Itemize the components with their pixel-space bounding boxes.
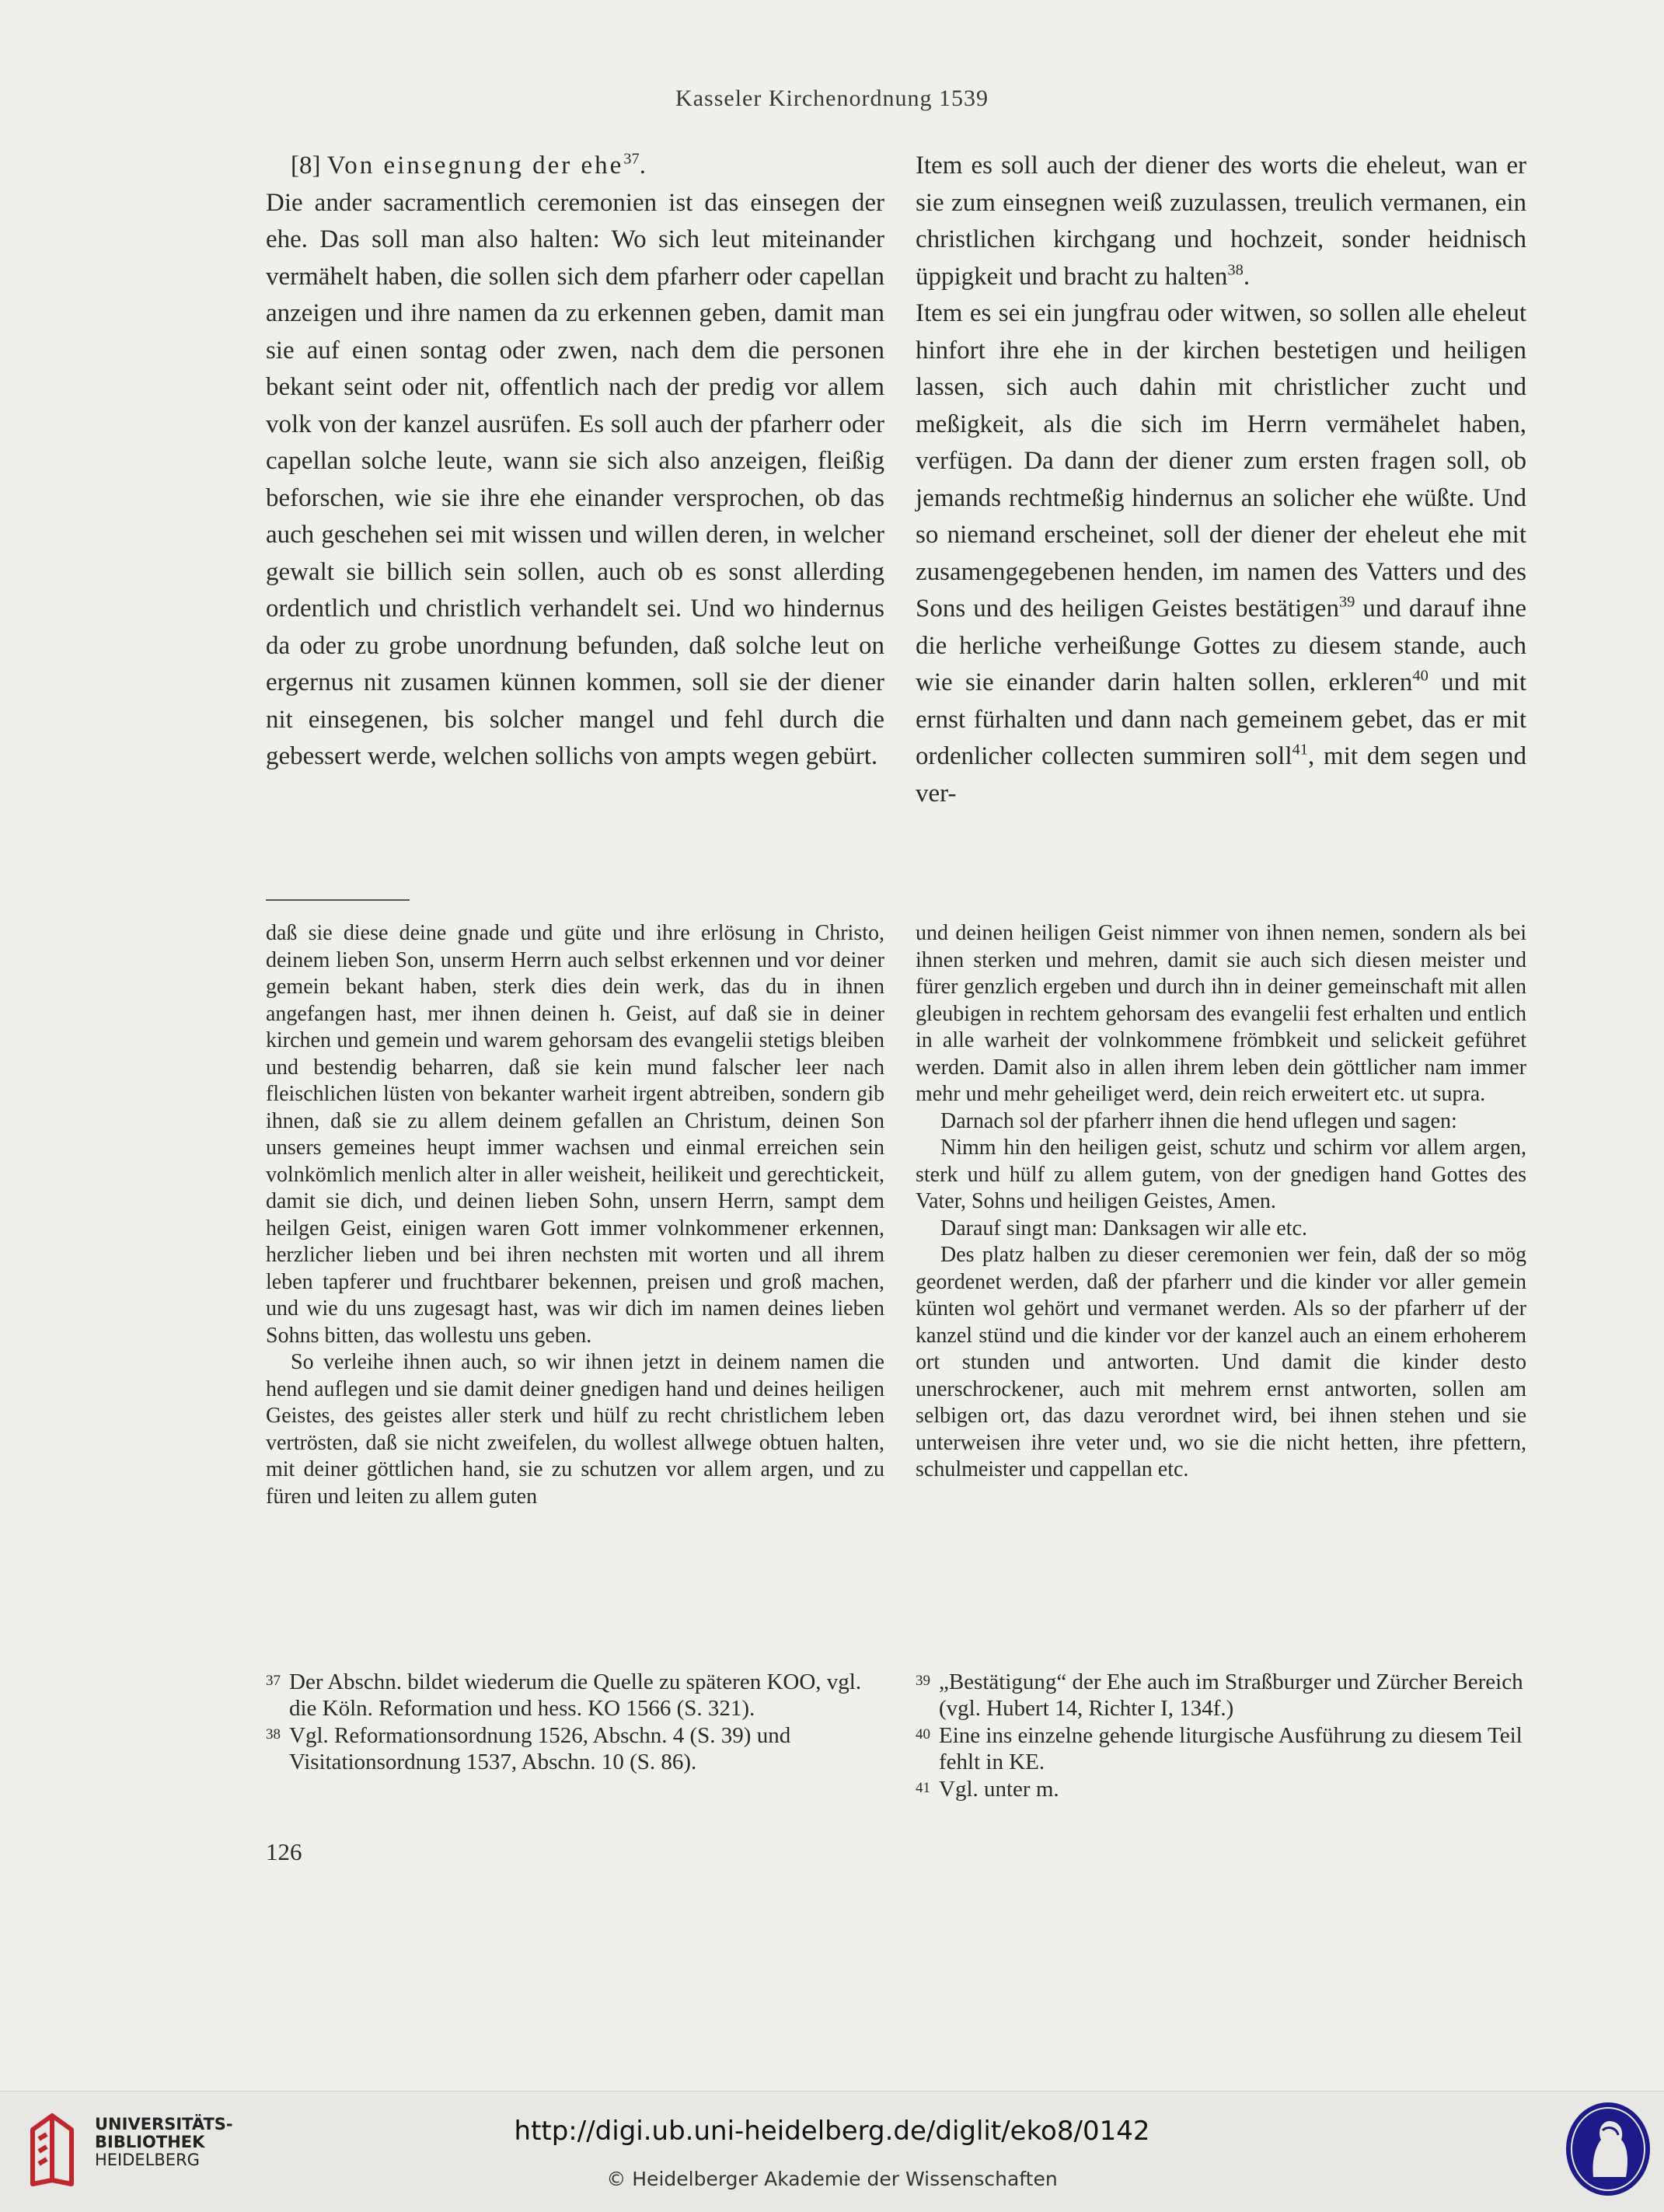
running-header: Kasseler Kirchenordnung 1539 bbox=[675, 85, 989, 111]
footnote-ref: 39 bbox=[1338, 593, 1355, 611]
section-number: [8] bbox=[291, 152, 327, 180]
heading-period: . bbox=[639, 152, 646, 180]
footnote-text: Vgl. unter m. bbox=[939, 1777, 1059, 1802]
paragraph-text: , mit dem segen und ver- bbox=[916, 742, 1526, 808]
section-heading bbox=[266, 148, 884, 185]
main-text-right-column bbox=[916, 148, 1526, 812]
footnotes-right bbox=[916, 1669, 1526, 1805]
footnote-ref: 40 bbox=[1412, 667, 1429, 685]
library-name-line: BIBLIOTHEK bbox=[95, 2133, 205, 2151]
note-paragraph: Darnach sol der pfarherr ihnen die hend uflegen und sagen: bbox=[940, 1108, 1457, 1133]
notes-left-column bbox=[266, 920, 884, 1510]
paragraph-text: und darauf ihne die herliche verheißunge Gottes zu diesem stande, auch wie sie einander darin halten sollen, erkleren bbox=[916, 595, 1526, 696]
note-paragraph: Des platz halben zu dieser ceremonien wer fein, daß der so mög geordenet werden, daß der pfarherr und die kinder vor aller gemein künten wol gehört und vermanet werden. Als so der pfarherr uf der kanzel stünd und die kinder vor der kanzel auch an einem erhoherem ort stunden und antworten. Und damit die kinder desto unerschrockener, auch mit mehrem ernst antworten, sollen am selbigen ort, das dazu verordnet wird, bei ihnen stehen und sie unterweisen ihre veter und, wo sie die nicht hetten, ihre pfettern, schulmeister und cappellan etc. bbox=[916, 1243, 1526, 1481]
note-paragraph: und deinen heiligen Geist nimmer von ihnen nemen, sondern als bei ihnen sterken und mehren, damit sie auch sich diesen meister und fürer genzlich ergeben und durch ihn in deiner gemeinschaft mit allen gleubigen in rechtem gehorsam des evangelii fest erhalten und entlich in alle warheit der volnkommene frömbkeit und selickeit geführet werden. Damit also in allen ihrem leben dein göttlicher nam immer mehr und mehr geheiliget werd, dein reich erweitert etc. ut supra. bbox=[916, 921, 1526, 1106]
footnote bbox=[916, 1723, 1526, 1775]
section-divider bbox=[266, 899, 410, 901]
footnote bbox=[266, 1723, 884, 1775]
note-paragraph: So verleihe ihnen auch, so wir ihnen jetzt in deinem namen die hend auflegen und sie damit deiner gnedigen hand und deines heiligen Geistes, des geistes aller sterk und hülf zu recht christlichem leben vertrösten, daß sie nicht zweifelen, du wollest allwege obtuen halten, mit deiner göttlichen hand, sie zu schutzen vor allem argen, und zu füren und leiten zu allem guten bbox=[266, 1350, 884, 1509]
body-paragraph bbox=[916, 148, 1526, 295]
footer-bar bbox=[0, 2091, 1664, 2212]
note-paragraph: Nimm hin den heiligen geist, schutz und schirm vor allem argen, sterk und hülf zu allem gutem, von der gnedigen hand Gottes des Vater, Sohns und heiligen Geistes, Amen. bbox=[916, 1136, 1526, 1213]
page-number: 126 bbox=[266, 1838, 302, 1865]
body-paragraph bbox=[916, 295, 1526, 812]
footnote-number: 39 bbox=[916, 1673, 930, 1689]
footnote-text: „Bestätigung“ der Ehe auch im Straßburger und Zürcher Bereich (vgl. Hubert 14, Richter I, 134f.) bbox=[939, 1669, 1523, 1721]
paragraph-text: . bbox=[1243, 262, 1251, 291]
footnotes-left bbox=[266, 1669, 884, 1777]
footnote-ref: 37 bbox=[623, 150, 640, 168]
paragraph-text: Item es sei ein jungfrau oder witwen, so sollen alle eheleut hinfort ihre ehe in der kirchen bestetigen und heiligen lassen, sich auch dahin mit christlicher zucht und meßigkeit, als die sich im Herrn vermähelet haben, verfügen. Da dann der diener zum ersten fragen soll, ob jemands rechtmeßig hindernus an solicher ehe wüßte. Und so niemand erscheinet, soll der diener der eheleut ehe mit zusamengegebenen henden, im namen des Vatters und des Sons und des heiligen Geistes bestätigen bbox=[916, 299, 1526, 623]
footnote-ref: 41 bbox=[1292, 741, 1308, 759]
footnote-number: 38 bbox=[266, 1726, 281, 1743]
footnote bbox=[266, 1669, 884, 1722]
footnote-ref: 38 bbox=[1227, 261, 1244, 279]
section-title: Von einsegnung der ehe bbox=[326, 152, 624, 180]
library-name-line: UNIVERSITÄTS- bbox=[95, 2115, 233, 2133]
paragraph-text: und mit ernst fürhalten und dann nach gemeinem gebet, das er mit ordenlicher collecten summiren soll bbox=[916, 668, 1526, 770]
footnote bbox=[916, 1777, 1526, 1803]
source-url-link[interactable]: http://digi.ub.uni-heidelberg.de/diglit/eko8/0142 bbox=[514, 2116, 1150, 2147]
note-paragraph: Darauf singt man: Danksagen wir alle etc. bbox=[940, 1216, 1307, 1240]
footnote-text: Der Abschn. bildet wiederum die Quelle zu späteren KOO, vgl. die Köln. Reformation und hess. KO 1566 (S. 321). bbox=[289, 1669, 862, 1721]
paragraph-text: Item es soll auch der diener des worts die eheleut, wan er sie zum einsegnen weiß zuzulassen, treulich vermanen, ein christlichen kirchgang und hochzeit, sonder heidnisch üppigkeit und bracht zu halten bbox=[916, 152, 1526, 291]
note-paragraph: daß sie diese deine gnade und güte und ihre erlösung in Christo, deinem lieben Son, unserm Herrn auch selbst erkennen und vor deiner gemein bekant haben, sterk dies dein werk, das du in ihnen angefangen hast, mer ihnen deinen h. Geist, auf daß sie in deiner kirchen und gemein und warem gehorsam des evangelii stetigs bleiben und bestendig beharren, daß sie kein mund falscher leer nach fleischlichen lüsten von bekanter warheit irgent abtreiben, sondern gib ihnen, daß sie zu allem deinem gefallen an Christum, deinen Son unsers gemeines heupt immer wachsen und einmal erreichen sein volnkömlich menlich alter in aller weisheit, heilikeit und gerechtickeit, damit sie dich, und deinen lieben Sohn, unsern Herrn, sampt dem heilgen Geist, einigen waren Gott immer volnkommener erkennen, herzlicher lieben und bei ihren nechsten mit worten und all ihrem leben tapferer und fruchtbarer bekennen, preisen und groß machen, und wie du uns zugesagt hast, was wir dich im namen deines lieben Sohns bitten, das wollestu uns geben. bbox=[266, 921, 884, 1348]
footnote-number: 37 bbox=[266, 1673, 281, 1689]
academy-seal-icon bbox=[1562, 2099, 1654, 2199]
copyright-notice: © Heidelberger Akademie der Wissenschaften bbox=[606, 2168, 1058, 2190]
footnote-number: 41 bbox=[916, 1780, 930, 1796]
footnote bbox=[916, 1669, 1526, 1722]
footnote-text: Eine ins einzelne gehende liturgische Ausführung zu diesem Teil fehlt in KE. bbox=[939, 1723, 1523, 1774]
main-text-left-column bbox=[266, 148, 884, 776]
footnote-text: Vgl. Reformationsordnung 1526, Abschn. 4 (S. 39) und Visitationsordnung 1537, Abschn. 10 (S. 86). bbox=[289, 1723, 791, 1774]
footnote-number: 40 bbox=[916, 1726, 930, 1743]
notes-right-column bbox=[916, 920, 1526, 1484]
library-name-line: HEIDELBERG bbox=[95, 2151, 200, 2169]
body-paragraph: Die ander sacramentlich ceremonien ist das einsegen der ehe. Das soll man also halten: Wo sich leut miteinander vermähelt haben, die sollen sich dem pfarherr oder capellan anzeigen und ihre namen da zu erkennen geben, damit man sie auf einen sontag oder zwen, nach dem die personen bekant seint oder nit, offentlich nach der predig vor allem volk von der kanzel ausrüfen. Es soll auch der pfarherr oder capellan solche leute, wann sie sich also anzeigen, fleißig beforschen, wie sie ihre ehe einander versprochen, ob das auch geschehen sei mit wissen und willen deren, in welcher gewalt sie billich sein sollen, auch ob es sonst allerding ordentlich und christlich verhandelt sei. Und wo hindernus da oder zu grobe unordnung befunden, daß solche leut on ergernus nit zusamen künnen kommen, soll sie der diener nit einsegenen, bis solcher mangel und fehl durch die gebessert werde, welchen sollichs von ampts wegen gebürt. bbox=[266, 188, 884, 770]
